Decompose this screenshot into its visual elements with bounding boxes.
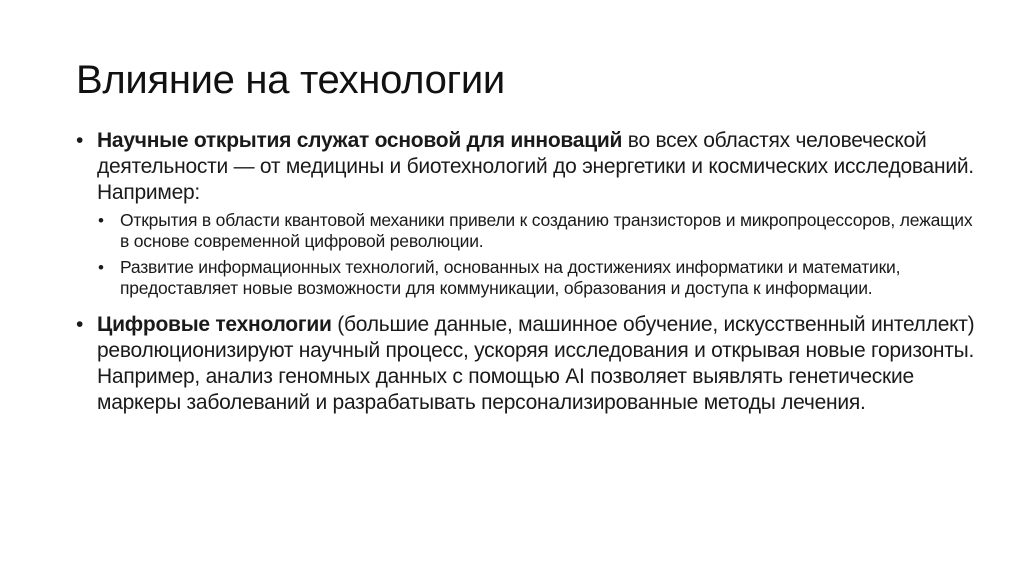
bullet-item-2 <box>76 312 976 416</box>
bullet-item-2-text: (большие данные, машинное обучение, искусственный интеллект) революционизируют научный процесс, ускоряя исследования и открывая новые горизонты. Например, анализ геномных данных с помощью AI позволяет выявлять генетические маркеры заболеваний и разрабатывать персонализированные методы лечения. <box>97 313 975 414</box>
bullet-marker: • <box>76 129 84 152</box>
bullet-item-2-bold: Цифровые технологии <box>97 313 332 336</box>
sub-bullet-marker: • <box>98 211 104 230</box>
bullet-item-1-subitems <box>76 210 976 299</box>
bullet-item-1-bold: Научные открытия служат основой для инноваций <box>97 129 623 152</box>
bullet-item-1 <box>76 128 976 206</box>
bullet-item-1-text: во всех областях человеческой деятельности — от медицины и биотехнологий до энергетики и космических исследований. Например: <box>97 129 974 204</box>
slide-title: Влияние на технологии <box>76 58 505 102</box>
slide-content <box>76 128 976 416</box>
subitem-1-text: Открытия в области квантовой механики привели к созданию транзисторов и микропроцессоров, лежащих в основе современной цифровой революции. <box>120 210 973 251</box>
subitem-1 <box>76 210 976 252</box>
subitem-2 <box>76 257 976 299</box>
sub-bullet-marker: • <box>98 258 104 277</box>
bullet-marker: • <box>76 313 84 336</box>
subitem-2-text: Развитие информационных технологий, основанных на достижениях информатики и математики, предоставляет новые возможности для коммуникации, образования и доступа к информации. <box>120 257 901 298</box>
